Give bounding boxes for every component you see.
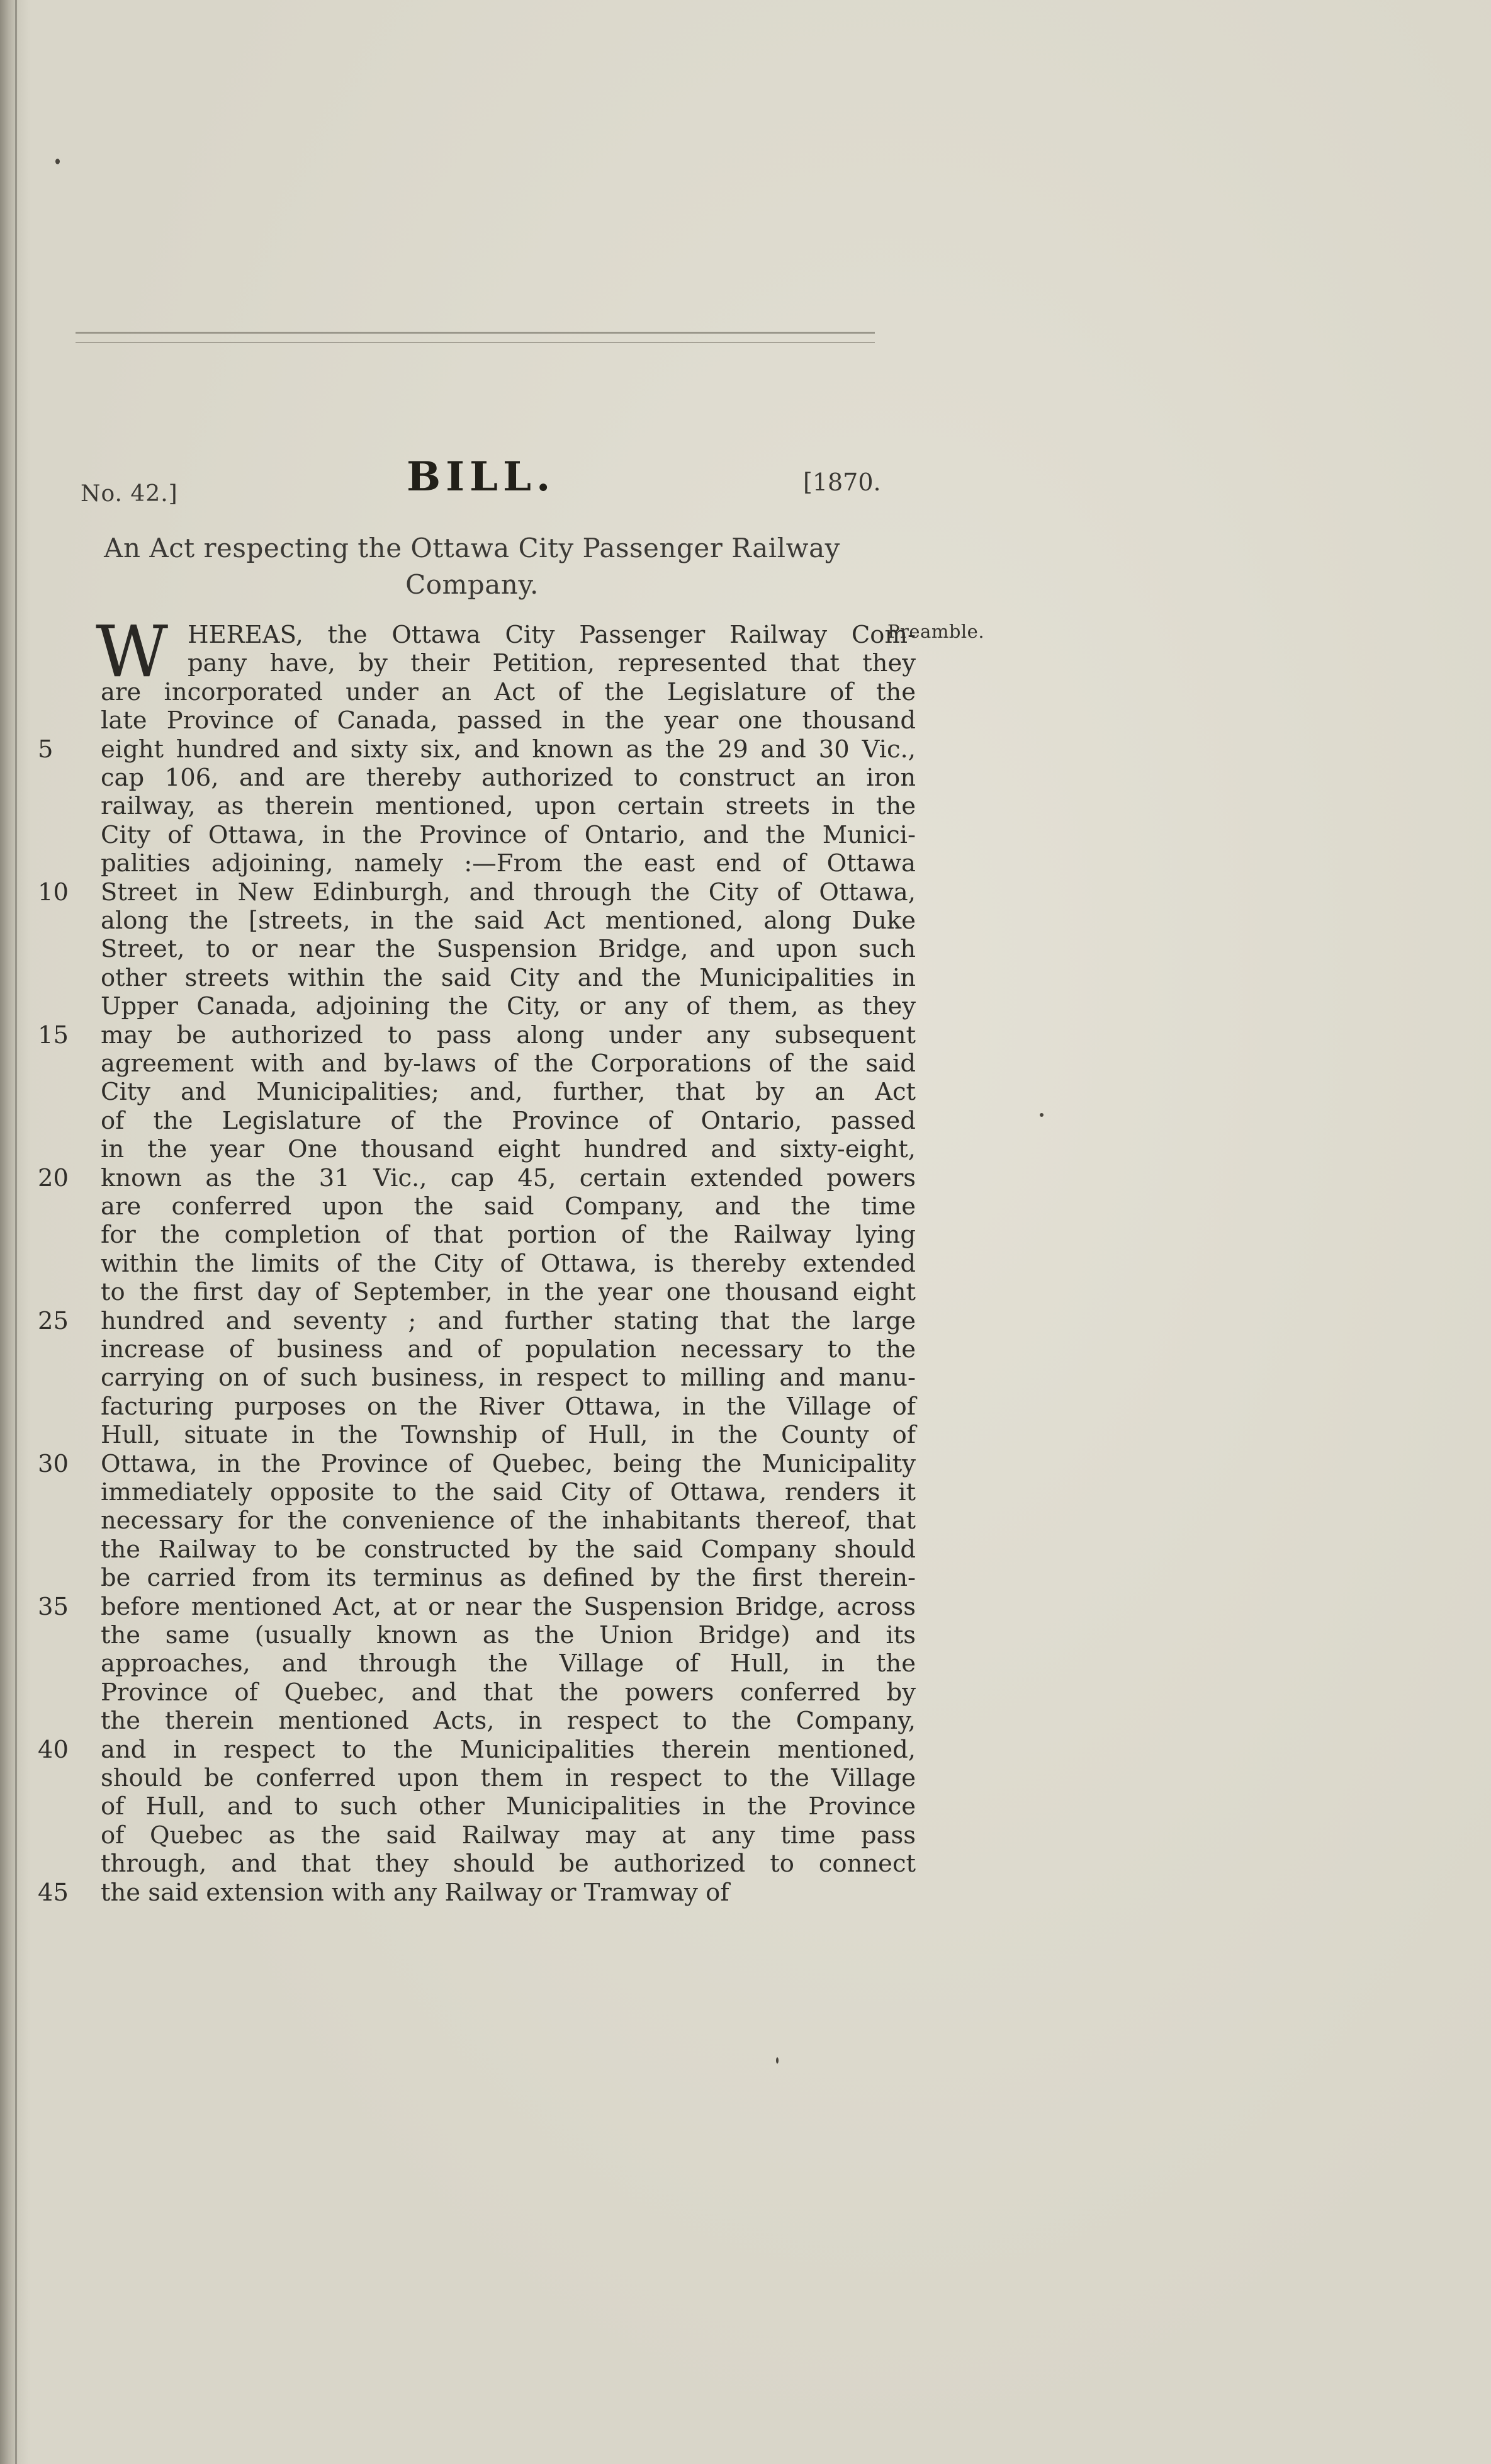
text-line xyxy=(38,1850,938,1879)
text-line xyxy=(38,1335,938,1364)
text-line xyxy=(38,706,938,735)
text-line xyxy=(38,821,938,850)
text-line xyxy=(38,1278,938,1307)
text-line xyxy=(38,1707,938,1736)
line-text: Hull, situate in the Township of Hull, in the County of xyxy=(101,1421,916,1450)
line-text: cap 106, and are thereby authorized to construct an iron xyxy=(101,764,916,792)
line-number: 45 xyxy=(38,1878,69,1907)
text-line xyxy=(38,1421,938,1450)
line-number: 20 xyxy=(38,1163,69,1192)
line-text: other streets within the said City and the Municipalities in xyxy=(101,963,916,992)
line-text: of the Legislature of the Province of Ontario, passed xyxy=(101,1106,916,1135)
text-line xyxy=(38,907,938,935)
binding-line xyxy=(15,0,17,2464)
line-text: hundred and seventy ; and further stating that the large xyxy=(101,1306,916,1335)
line-text: necessary for the convenience of the inhabitants thereof, that xyxy=(101,1506,916,1535)
text-line xyxy=(38,1649,938,1678)
text-line xyxy=(38,1478,938,1507)
text-line xyxy=(38,964,938,993)
line-text: facturing purposes on the River Ottawa, in the Village of xyxy=(101,1392,916,1421)
line-number: 25 xyxy=(38,1306,69,1335)
text-line xyxy=(38,678,938,707)
text-line xyxy=(38,1764,938,1793)
line-text: agreement with and by-laws of the Corporations of the said xyxy=(101,1049,916,1078)
text-line xyxy=(38,1506,938,1535)
line-text: increase of business and of population necessary to the xyxy=(101,1335,916,1364)
line-text: carrying on of such business, in respect to milling and manu- xyxy=(101,1364,916,1393)
text-line xyxy=(38,1078,938,1107)
header-rule xyxy=(76,332,875,334)
line-text: palities adjoining, namely :—From the east end of Ottawa xyxy=(101,849,916,878)
line-text: Street in New Edinburgh, and through the City of Ottawa, xyxy=(101,878,916,907)
text-line xyxy=(38,764,938,793)
line-text: eight hundred and sixty six, and known as the 29 and 30 Vic., xyxy=(101,735,916,764)
text-line xyxy=(38,1107,938,1136)
paper-speck xyxy=(55,159,60,164)
line-text: in the year One thousand eight hundred and sixty-eight, xyxy=(101,1135,916,1164)
line-text: should be conferred upon them in respect to the Village xyxy=(101,1764,916,1792)
line-text: for the completion of that portion of the Railway lying xyxy=(101,1221,916,1250)
text-line xyxy=(38,1021,938,1050)
act-title-line-1: An Act respecting the Ottawa City Passenger Railway xyxy=(104,533,840,563)
line-number: 30 xyxy=(38,1449,69,1478)
text-line xyxy=(38,1678,938,1707)
act-title-line-2: Company. xyxy=(405,569,539,600)
line-text: within the limits of the City of Ottawa, is thereby extended xyxy=(101,1249,916,1278)
line-number: 35 xyxy=(38,1592,69,1621)
line-text: Upper Canada, adjoining the City, or any of them, as they xyxy=(101,992,916,1021)
bill-heading: BILL. xyxy=(407,453,556,500)
text-line xyxy=(38,1879,938,1907)
text-line xyxy=(38,1593,938,1622)
text-line xyxy=(38,792,938,821)
text-line xyxy=(38,849,938,878)
line-text: late Province of Canada, passed in the year one thousand xyxy=(101,706,916,735)
line-text: railway, as therein mentioned, upon certain streets in the xyxy=(101,792,916,821)
text-line xyxy=(38,935,938,964)
text-line xyxy=(38,735,938,764)
line-text: of Hull, and to such other Municipalities in the Province xyxy=(101,1792,916,1821)
bill-header xyxy=(81,453,881,510)
line-text: Street, to or near the Suspension Bridge, and upon such xyxy=(101,935,916,964)
line-text: Ottawa, in the Province of Quebec, being the Municipality xyxy=(101,1449,916,1478)
line-text: Province of Quebec, and that the powers conferred by xyxy=(101,1678,916,1707)
text-line xyxy=(38,1393,938,1421)
paper-speck xyxy=(776,2057,779,2064)
margin-note-preamble: Preamble. xyxy=(887,621,985,642)
bill-number: No. 42.] xyxy=(81,481,178,507)
line-text: the same (usually known as the Union Bridge) and its xyxy=(101,1621,916,1649)
text-line xyxy=(38,1250,938,1279)
text-line xyxy=(38,992,938,1021)
line-text: known as the 31 Vic., cap 45, certain extended powers xyxy=(101,1163,916,1192)
text-line xyxy=(38,1736,938,1765)
text-line xyxy=(38,1135,938,1164)
text-line xyxy=(38,1621,938,1650)
paper-speck xyxy=(1040,1113,1044,1117)
line-text: through, and that they should be authorized to connect xyxy=(101,1850,916,1879)
line-number: 5 xyxy=(38,735,53,764)
text-line xyxy=(38,621,938,650)
text-line xyxy=(38,1164,938,1193)
line-text: may be authorized to pass along under any subsequent xyxy=(101,1020,916,1049)
line-number: 10 xyxy=(38,878,69,907)
text-line xyxy=(38,1792,938,1821)
text-line xyxy=(38,1564,938,1593)
text-line xyxy=(38,1535,938,1564)
text-line xyxy=(38,1049,938,1078)
text-line xyxy=(38,1821,938,1850)
text-line xyxy=(38,1364,938,1393)
line-text: along the [streets, in the said Act mentioned, along Duke xyxy=(101,907,916,935)
line-text: and in respect to the Municipalities therein mentioned, xyxy=(101,1735,916,1764)
line-text: are conferred upon the said Company, and the time xyxy=(101,1192,916,1221)
line-text: HEREAS, the Ottawa City Passenger Railway Com- xyxy=(188,621,916,649)
line-text: are incorporated under an Act of the Legislature of the xyxy=(101,677,916,706)
bill-year: [1870. xyxy=(803,468,881,496)
text-line xyxy=(38,878,938,907)
text-line xyxy=(38,1192,938,1221)
line-text: immediately opposite to the said City of Ottawa, renders it xyxy=(101,1478,916,1506)
act-title xyxy=(88,530,856,603)
line-text: be carried from its terminus as defined by the first therein- xyxy=(101,1564,916,1593)
line-text: the therein mentioned Acts, in respect to the Company, xyxy=(101,1707,916,1736)
line-text: of Quebec as the said Railway may at any time pass xyxy=(101,1821,916,1850)
line-text: before mentioned Act, at or near the Suspension Bridge, across xyxy=(101,1592,916,1621)
text-line xyxy=(38,1450,938,1479)
line-text: to the first day of September, in the year one thousand eight xyxy=(101,1278,916,1307)
line-text: City of Ottawa, in the Province of Ontario, and the Munici- xyxy=(101,820,916,849)
text-line xyxy=(38,1307,938,1336)
header-rule-secondary xyxy=(76,342,875,343)
line-text: pany have, by their Petition, represented that they xyxy=(188,649,916,678)
line-text: City and Municipalities; and, further, that by an Act xyxy=(101,1078,916,1107)
text-line xyxy=(38,1221,938,1250)
text-line xyxy=(38,649,938,678)
drop-cap: W xyxy=(96,611,169,693)
line-number: 40 xyxy=(38,1735,69,1764)
line-text: the Railway to be constructed by the said Company should xyxy=(101,1535,916,1564)
line-text: the said extension with any Railway or Tramway of xyxy=(101,1878,729,1907)
line-number: 15 xyxy=(38,1020,69,1049)
line-text: approaches, and through the Village of Hull, in the xyxy=(101,1649,916,1678)
